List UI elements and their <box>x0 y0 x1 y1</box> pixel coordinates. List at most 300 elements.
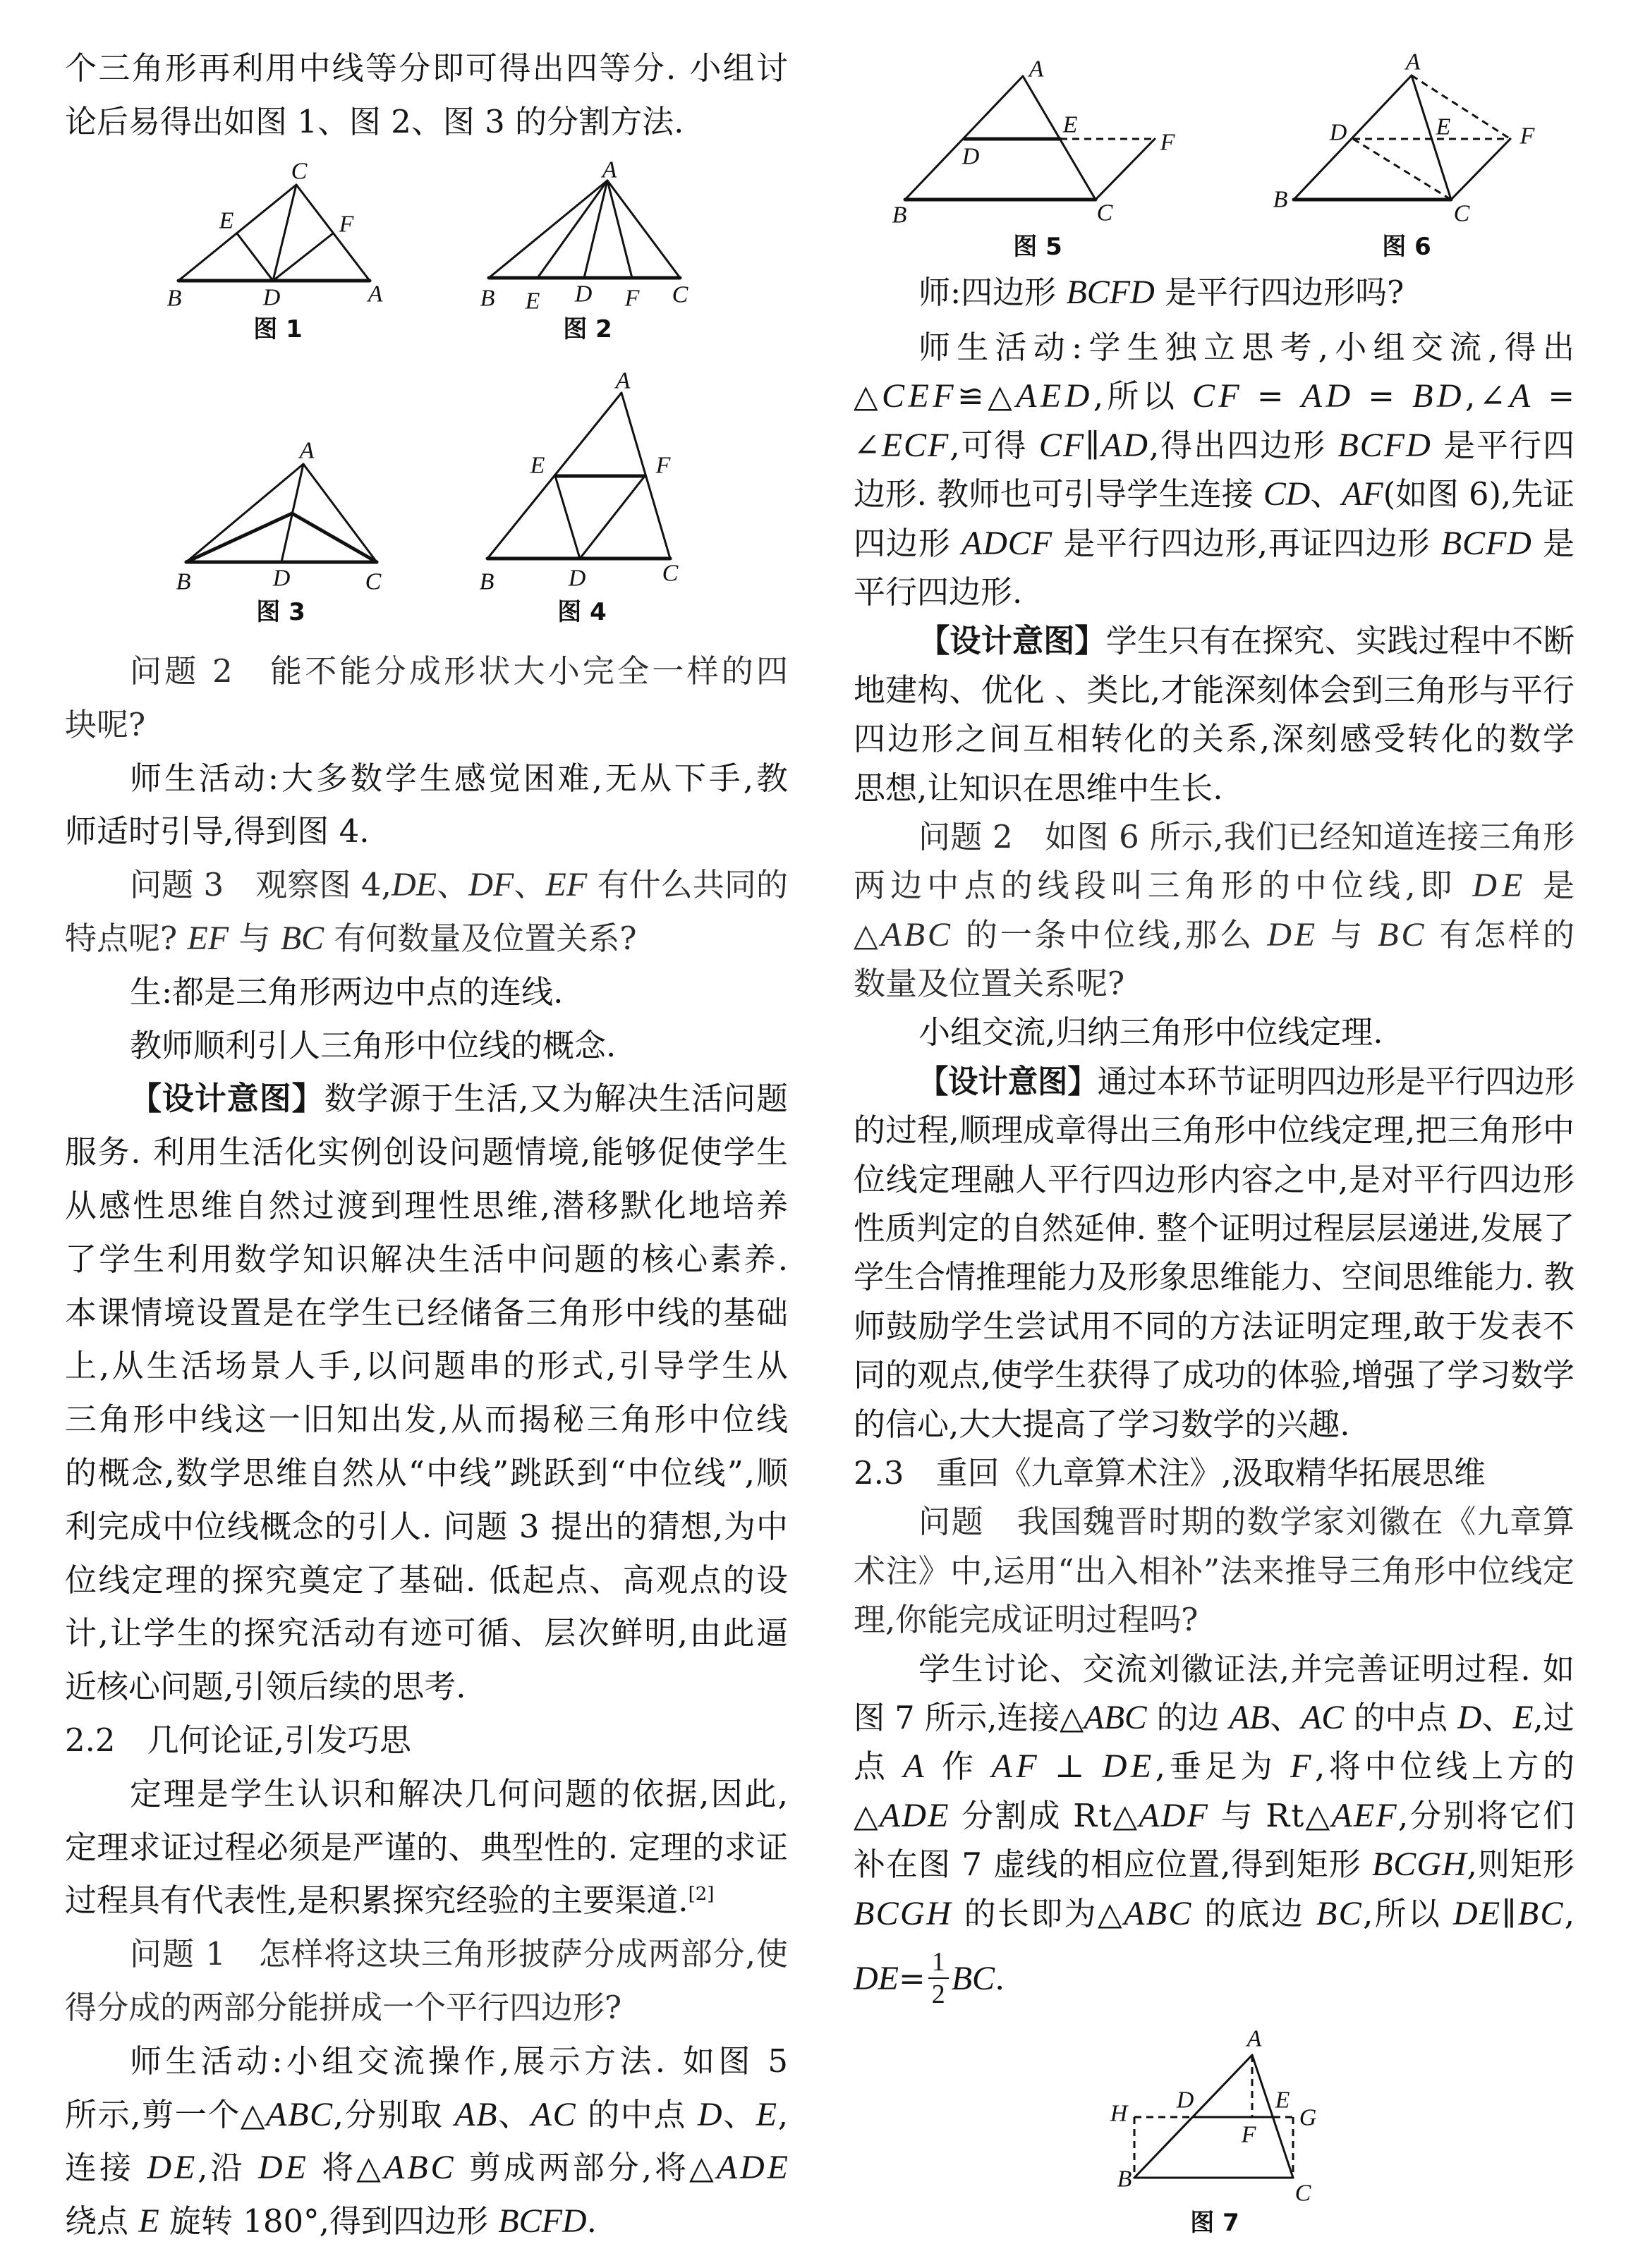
fig4-label: A <box>615 367 631 394</box>
text-line <box>65 1981 788 2035</box>
text-line <box>854 910 1575 959</box>
text-line <box>854 372 1579 420</box>
fig3-segment-co <box>292 513 377 562</box>
left-column-body <box>65 645 792 2248</box>
fig2-segment-af <box>607 181 632 278</box>
text-line <box>854 1302 1575 1351</box>
line-text: 【设计意图】通过本环节证明四边形是平行四边形 <box>918 1062 1575 1100</box>
fig3-caption: 图 3 <box>256 598 305 626</box>
math-variable: BCFD <box>1066 274 1155 311</box>
fig1-label: F <box>339 211 354 238</box>
line-text: 论后易得出如图 1、图 2、图 3 的分割方法. <box>65 103 684 140</box>
line-text: 问题 1 怎样将这块三角形披萨分成两部分,使 <box>130 1935 789 1973</box>
math-variable: BC <box>280 919 324 957</box>
line-text: 【设计意图】数学源于生活,又为解决生活问题 <box>130 1080 789 1118</box>
paragraph-group-discussion <box>854 1008 1575 1056</box>
math-variable: E <box>1512 1698 1534 1736</box>
fig6-label: B <box>1273 186 1288 213</box>
math-variable: ADE <box>716 2149 791 2187</box>
fig6-segment-af-dashed <box>1412 75 1510 139</box>
fig7-label: B <box>1117 2166 1132 2193</box>
fig7-label: E <box>1275 2087 1290 2114</box>
math-variable: BCGH <box>1371 1846 1467 1884</box>
fig2-segment-ad <box>584 181 607 278</box>
math-variable: D <box>697 2095 724 2133</box>
fig4-side-ac <box>621 393 670 559</box>
line-text: 师生活动:大多数学生感觉困难,无从下手,教 <box>130 759 791 797</box>
line-text: 术注》中,运用“出入相补”法来推导三角形中位线定 <box>854 1551 1575 1590</box>
fig6-segment-dc-dashed <box>1353 139 1451 200</box>
math-variable: ADCF <box>961 524 1052 562</box>
text-line <box>854 1008 1575 1056</box>
math-variable: ADF <box>1139 1796 1210 1834</box>
fig7-label: F <box>1241 2121 1256 2148</box>
text-line <box>65 912 788 965</box>
paragraph-question-3 <box>65 858 788 965</box>
line-text: 2.3 重回《九章算术注》,汲取精华拓展思维 <box>854 1453 1486 1492</box>
fig7-label: C <box>1294 2180 1311 2207</box>
fig4-segment-ed <box>555 476 580 559</box>
fraction <box>928 1949 949 2008</box>
fig1-label: B <box>166 285 182 312</box>
math-variable: AB <box>1229 1698 1270 1736</box>
text-line <box>854 268 1575 317</box>
math-variable: DE <box>147 2149 198 2187</box>
line-text: 服务. 利用生活化实例创设问题情境,能够促使学生 <box>65 1133 789 1171</box>
text-line <box>65 1072 788 1126</box>
text-line <box>65 1179 791 1233</box>
fig5-caption: 图 5 <box>1013 233 1062 261</box>
math-variable: AED <box>1016 377 1093 415</box>
math-variable: DE <box>1452 1894 1502 1932</box>
fig1-side-bc <box>178 185 296 281</box>
fig7-side-ab <box>1134 2055 1252 2178</box>
fig1-label: D <box>262 284 281 311</box>
fig3-label: B <box>176 568 191 595</box>
fig5-segment-fc <box>1096 139 1155 200</box>
text-line <box>65 1500 788 1554</box>
line-text: 问题 2 能不能分成形状大小完全一样的四 <box>130 652 791 690</box>
math-variable: AC <box>1301 1698 1344 1736</box>
line-text: 三角形中线这一旧知出发,从而揭秘三角形中位线 <box>65 1401 791 1439</box>
text-line <box>854 764 1575 812</box>
figure-1 <box>167 159 383 344</box>
fig7-label: D <box>1176 2087 1194 2114</box>
line-text: 平行四边形. <box>854 573 1023 611</box>
line-text: 师生活动:小组交流操作,展示方法. 如图 5 <box>130 2042 792 2080</box>
fig2-side-ab <box>489 181 607 278</box>
line-text: 四边形之间互相转化的关系,深刻感受转化的数学 <box>854 720 1577 758</box>
equation-line <box>854 1945 1005 2011</box>
paragraph-activity-fig5 <box>65 2035 792 2248</box>
math-variable: BCFD <box>1337 426 1432 464</box>
text-line <box>65 42 788 95</box>
figure-6 <box>1273 49 1536 262</box>
line-text: 的信心,大大提高了学习数学的兴趣. <box>854 1405 1350 1443</box>
equation-rhs: BC <box>951 1959 995 1997</box>
line-text: 四边形 ADCF 是平行四边形,再证四边形 BCFD 是 <box>854 524 1575 562</box>
text-line <box>854 666 1575 714</box>
section-heading-2-2 <box>65 1714 788 1767</box>
figure-2 <box>480 157 688 344</box>
line-text: 位线定理融人平行四边形内容之中,是对平行四边形 <box>854 1160 1575 1198</box>
section-heading-2-3 <box>854 1449 1575 1497</box>
math-variable: BCGH <box>854 1894 953 1932</box>
line-text: 师适时引导,得到图 4. <box>65 812 370 850</box>
paragraph-design-intent <box>854 616 1575 812</box>
math-variable: ABC <box>383 2149 456 2187</box>
fig3-segment-bo <box>186 513 292 562</box>
fraction-numerator: 1 <box>928 1949 949 1979</box>
math-variable: AF <box>991 1748 1041 1786</box>
line-text: 计,让学生的探究活动有迹可循、层次鲜明,由此逼 <box>65 1614 790 1652</box>
math-variable: E <box>756 2095 778 2133</box>
math-variable: AEF <box>1331 1796 1398 1834</box>
math-variable: AD <box>1100 426 1149 464</box>
line-text: 学生讨论、交流刘徽证法,并完善证明过程. 如 <box>918 1650 1576 1688</box>
line-text: 学生合情推理能力及形象思维能力、空间思维能力. 教 <box>854 1258 1575 1296</box>
text-line <box>854 959 1575 1008</box>
text-line <box>854 1400 1575 1449</box>
line-text: 的概念,数学思维自然从“中线”跳跃到“中位线”,顺 <box>65 1453 790 1492</box>
line-text: 点 A 作 AF ⊥ DE,垂足为 F,将中位线上方的 <box>854 1748 1579 1786</box>
text-line <box>854 519 1575 568</box>
fig2-segment-ae <box>538 181 607 278</box>
fig2-label: E <box>525 288 540 315</box>
text-line <box>854 1449 1575 1497</box>
text-line <box>854 1106 1575 1154</box>
paragraph-theorem <box>65 1767 788 1927</box>
fig1-side-ca <box>296 185 370 281</box>
text-line <box>65 805 788 858</box>
right-column-body <box>854 323 1582 1938</box>
fig5-label: D <box>961 143 980 170</box>
math-variable: AD <box>1301 377 1354 415</box>
text-line <box>65 2035 792 2088</box>
paragraph-student-answer <box>65 965 788 1019</box>
line-text: 两边中点的线段叫三角形的中位线,即 DE 是 <box>854 867 1580 905</box>
line-text: 生:都是三角形两边中点的连线. <box>130 973 564 1011</box>
math-variable: CF <box>1038 426 1086 464</box>
line-text: ∠ECF,可得 CF∥AD,得出四边形 BCFD 是平行四 <box>854 426 1577 464</box>
line-text: 2.2 几何论证,引发巧思 <box>65 1721 411 1759</box>
fig6-label: C <box>1453 200 1470 227</box>
math-variable: AF <box>1342 475 1383 513</box>
fig7-side-ac <box>1252 2055 1293 2178</box>
math-variable: DF <box>468 866 514 904</box>
math-variable: A <box>1509 377 1534 415</box>
line-text: 性质判定的自然延伸. 整个证明过程层层递进,发展了 <box>854 1209 1575 1248</box>
line-text: 问题 我国魏晋时期的数学家刘徽在《九章算 <box>918 1503 1576 1541</box>
math-variable: BD <box>1412 377 1465 415</box>
line-text: 理,你能完成证明过程吗? <box>854 1601 1199 1639</box>
text-line <box>65 2088 788 2142</box>
equation-lhs: DE <box>854 1959 899 1997</box>
fig2-side-ac <box>607 181 680 278</box>
math-variable: ABC <box>1084 1698 1147 1736</box>
paragraph-teacher <box>65 1019 788 1073</box>
fig3-label: A <box>299 437 315 464</box>
figure-3 <box>176 438 382 627</box>
text-line <box>854 1204 1575 1252</box>
line-text: 定理求证过程必须是严谨的、典型性的. 定理的求证 <box>65 1828 789 1866</box>
text-line <box>65 1714 788 1767</box>
fig3-side-ac <box>303 464 377 562</box>
line-text: BCGH 的长即为△ABC 的底边 BC,所以 DE∥BC, <box>854 1894 1577 1932</box>
line-text: 绕点 E 旋转 180°,得到四边形 BCFD. <box>65 2202 597 2240</box>
fig2-label: F <box>624 285 640 312</box>
line-text: 思想,让知识在思维中生长. <box>854 769 1223 807</box>
fig4-label: F <box>655 452 671 479</box>
equation-period: . <box>995 1959 1005 1997</box>
text-line <box>854 1840 1575 1889</box>
fig7-label: H <box>1110 2100 1128 2127</box>
figure-7 <box>1110 2026 1317 2238</box>
line-text: 的过程,顺理成章得出三角形中位线定理,把三角形中 <box>854 1111 1575 1150</box>
fig5-side-ab <box>905 76 1023 200</box>
fig6-segment-cf <box>1451 139 1510 200</box>
line-text: 连接 DE,沿 DE 将△ABC 剪成两部分,将△ADE <box>65 2149 791 2187</box>
text-line <box>65 1874 788 1927</box>
line-text: 师生活动:学生独立思考,小组交流,得出 <box>918 329 1582 366</box>
fig4-label: E <box>530 452 545 479</box>
fig7-label: G <box>1299 2104 1317 2131</box>
text-line <box>65 2195 788 2248</box>
line-text: 过程具有代表性,是积累探究经验的主要渠道.[2] <box>65 1882 715 1920</box>
text-line <box>65 1927 788 1981</box>
line-text: 定理是学生认识和解决几何问题的依据,因此, <box>130 1774 790 1812</box>
math-variable: EF <box>545 866 588 904</box>
text-line <box>854 470 1575 518</box>
fig2-label: B <box>480 285 495 312</box>
text-line <box>65 698 788 752</box>
paragraph-teacher-question <box>854 268 1575 317</box>
math-variable: EF <box>187 919 229 957</box>
fig5-label: C <box>1096 200 1113 226</box>
fig1-segment-dc <box>273 185 296 281</box>
math-variable: DE <box>1267 915 1318 953</box>
fig2-label: D <box>574 281 593 307</box>
fig6-side-ab <box>1294 75 1412 200</box>
math-variable: BC <box>1517 1894 1565 1932</box>
text-line <box>854 1351 1575 1399</box>
paragraph-activity <box>65 752 791 859</box>
line-text: 数量及位置关系呢? <box>854 965 1125 1003</box>
line-text: △ABC 的一条中位线,那么 DE 与 BC 有怎样的 <box>854 915 1577 953</box>
design-intent-tag: 【设计意图】 <box>918 622 1106 660</box>
text-line <box>854 714 1575 763</box>
line-text: 特点呢? EF 与 BC 有何数量及位置关系? <box>65 919 637 957</box>
math-variable: BCFD <box>1440 524 1532 562</box>
fraction-denominator: 2 <box>931 1980 945 2009</box>
fig5-label: F <box>1160 129 1175 156</box>
math-variable: ABC <box>266 2095 334 2133</box>
fig4-label: D <box>568 565 586 592</box>
fig1-label: E <box>219 207 234 234</box>
math-variable: AC <box>530 2095 577 2133</box>
design-intent-tag: 【设计意图】 <box>130 1080 324 1118</box>
text-line <box>65 752 791 805</box>
line-text: 得分成的两部分能拼成一个平行四边形? <box>65 1988 622 2026</box>
text-line <box>854 1252 1575 1301</box>
fig1-caption: 图 1 <box>253 315 303 343</box>
figure-5 <box>892 56 1176 262</box>
text-line <box>854 1889 1575 1938</box>
text-line <box>854 812 1575 861</box>
text-line <box>854 1742 1579 1791</box>
paragraph-design-intent <box>65 1072 791 1714</box>
fig4-label: C <box>662 560 679 587</box>
paragraph-liuhui-proof <box>854 1645 1579 1938</box>
fig6-label: D <box>1329 119 1347 146</box>
math-variable: ADE <box>879 1796 950 1834</box>
line-text: 从感性思维自然过渡到理性思维,潜移默化地培养 <box>65 1186 791 1224</box>
math-variable: A <box>903 1748 928 1786</box>
line-text: 了学生利用数学知识解决生活中问题的核心素养. <box>65 1240 791 1278</box>
text-line <box>65 1446 788 1500</box>
text-line <box>854 1497 1575 1546</box>
fig1-segment-df <box>273 233 333 281</box>
fig5-label: B <box>892 202 907 228</box>
line-text: 块呢? <box>65 705 146 743</box>
text-line <box>65 95 788 149</box>
text-line <box>65 1554 788 1607</box>
fig4-segment-df <box>580 476 645 559</box>
citation: [2] <box>688 1884 715 1906</box>
fig4-label: B <box>479 568 495 595</box>
line-text: 小组交流,归纳三角形中位线定理. <box>918 1013 1383 1051</box>
line-text: 边形. 教师也可引导学生连接 CD、AF(如图 6),先证 <box>854 475 1575 513</box>
paragraph-question-2 <box>854 812 1580 1008</box>
text-line <box>65 1606 788 1660</box>
text-line <box>854 1155 1575 1204</box>
line-text: 师:四边形 BCFD 是平行四边形吗? <box>918 274 1405 311</box>
paragraph-question-liuhui <box>854 1497 1575 1644</box>
line-text: 所示,剪一个△ABC,分别取 AB、AC 的中点 D、E, <box>65 2095 789 2133</box>
line-text: 本课情境设置是在学生已经储备三角形中线的基础 <box>65 1293 789 1331</box>
fig6-caption: 图 6 <box>1382 233 1431 261</box>
math-variable: BC <box>1378 915 1427 953</box>
text-line <box>854 616 1575 665</box>
fig6-side-ac <box>1412 75 1451 200</box>
text-line <box>65 1767 788 1821</box>
line-text: △CEF≌△AED,所以 CF = AD = BD,∠A = <box>854 377 1579 415</box>
text-line <box>854 323 1582 372</box>
line-text: 教师顺利引人三角形中位线的概念. <box>130 1026 617 1064</box>
fig5-label: A <box>1029 56 1044 83</box>
paragraph-activity-proof <box>854 323 1582 616</box>
math-variable: AB <box>454 2095 499 2133</box>
fig4-side-ab <box>487 393 621 559</box>
math-variable: DE <box>392 866 437 904</box>
fig2-label: A <box>602 157 617 183</box>
design-intent-tag: 【设计意图】 <box>918 1062 1098 1100</box>
line-text: 地建构、优化 、类比,才能深刻体会到三角形与平行 <box>854 671 1575 709</box>
line-text: △ADE 分割成 Rt△ADF 与 Rt△AEF,分别将它们 <box>854 1796 1577 1834</box>
fig7-caption: 图 7 <box>1190 2209 1239 2237</box>
math-variable: BCFD <box>498 2202 587 2240</box>
fig7-label: A <box>1246 2025 1262 2052</box>
paragraph-question-2 <box>65 645 791 752</box>
fig3-label: D <box>272 565 291 592</box>
fig2-label: C <box>672 281 688 308</box>
equals-sign: = <box>898 1959 926 1997</box>
line-text: 图 7 所示,连接△ABC 的边 AB、AC 的中点 D、E,过 <box>854 1698 1575 1736</box>
math-variable: CEF <box>882 377 957 415</box>
text-line <box>65 1019 788 1073</box>
text-line <box>854 861 1580 910</box>
math-variable: ECF <box>881 426 950 464</box>
paragraph-design-intent-2 <box>854 1057 1575 1449</box>
text-line <box>65 1660 788 1714</box>
line-text: 问题 3 观察图 4,DE、DF、EF 有什么共同的 <box>130 866 789 904</box>
text-line <box>65 2141 791 2195</box>
math-variable: F <box>1290 1748 1315 1786</box>
text-line <box>854 1693 1575 1742</box>
fig1-segment-ed <box>237 233 273 281</box>
math-variable: CF <box>1191 377 1244 415</box>
text-line <box>65 1339 791 1393</box>
text-line <box>65 858 788 912</box>
line-text: 【设计意图】学生只有在探究、实践过程中不断 <box>918 622 1575 660</box>
line-text: 问题 2 如图 6 所示,我们已经知道连接三角形 <box>918 817 1575 855</box>
paragraph-question-1 <box>65 1927 788 2035</box>
fig6-label: F <box>1519 123 1535 150</box>
text-line <box>854 1057 1575 1106</box>
line-text: 师鼓励学生尝试用不同的方法证明定理,敢于发表不 <box>854 1307 1575 1345</box>
math-variable: CD <box>1263 475 1311 513</box>
math-variable: DE <box>1102 1748 1155 1786</box>
text-line <box>854 1547 1575 1595</box>
line-text: 近核心问题,引领后续的思考. <box>65 1668 466 1706</box>
text-line <box>854 1791 1575 1840</box>
text-line <box>65 1821 788 1874</box>
text-line <box>65 965 788 1019</box>
line-text: 同的观点,使学生获得了成功的体验,增强了学习数学 <box>854 1356 1575 1394</box>
right-column-top <box>854 268 1575 317</box>
math-variable: DE <box>257 2149 309 2187</box>
fig3-segment-ad <box>281 464 303 562</box>
fig3-label: C <box>365 568 382 595</box>
math-variable: DE <box>1472 867 1528 905</box>
line-text: 利完成中位线概念的引人. 问题 3 提出的猜想,为中 <box>65 1507 789 1545</box>
text-line <box>65 1126 788 1179</box>
left-column-top <box>65 42 788 149</box>
fig3-side-ab <box>186 464 303 562</box>
text-line <box>65 645 791 698</box>
math-variable: BC <box>1316 1894 1363 1932</box>
fig6-label: E <box>1436 114 1451 140</box>
fig4-caption: 图 4 <box>557 598 607 626</box>
math-variable: ABC <box>880 915 953 953</box>
figure-4 <box>480 368 679 627</box>
text-line <box>854 568 1575 616</box>
fig2-caption: 图 2 <box>563 315 612 343</box>
fig1-label: C <box>291 158 308 185</box>
line-text: 补在图 7 虚线的相应位置,得到矩形 BCGH,则矩形 <box>854 1846 1576 1884</box>
paragraph-continued <box>65 42 788 149</box>
math-variable: E <box>138 2202 159 2240</box>
line-text: 个三角形再利用中线等分即可得出四等分. 小组讨 <box>65 49 790 87</box>
fig1-label: A <box>368 281 383 307</box>
text-line <box>65 1393 791 1446</box>
fig6-label: A <box>1405 49 1421 75</box>
text-line <box>854 1645 1575 1693</box>
text-line <box>65 1286 788 1340</box>
text-line <box>854 421 1575 470</box>
line-text: 上,从生活场景人手,以问题串的形式,引导学生从 <box>65 1347 791 1385</box>
fig5-label: E <box>1062 111 1078 138</box>
